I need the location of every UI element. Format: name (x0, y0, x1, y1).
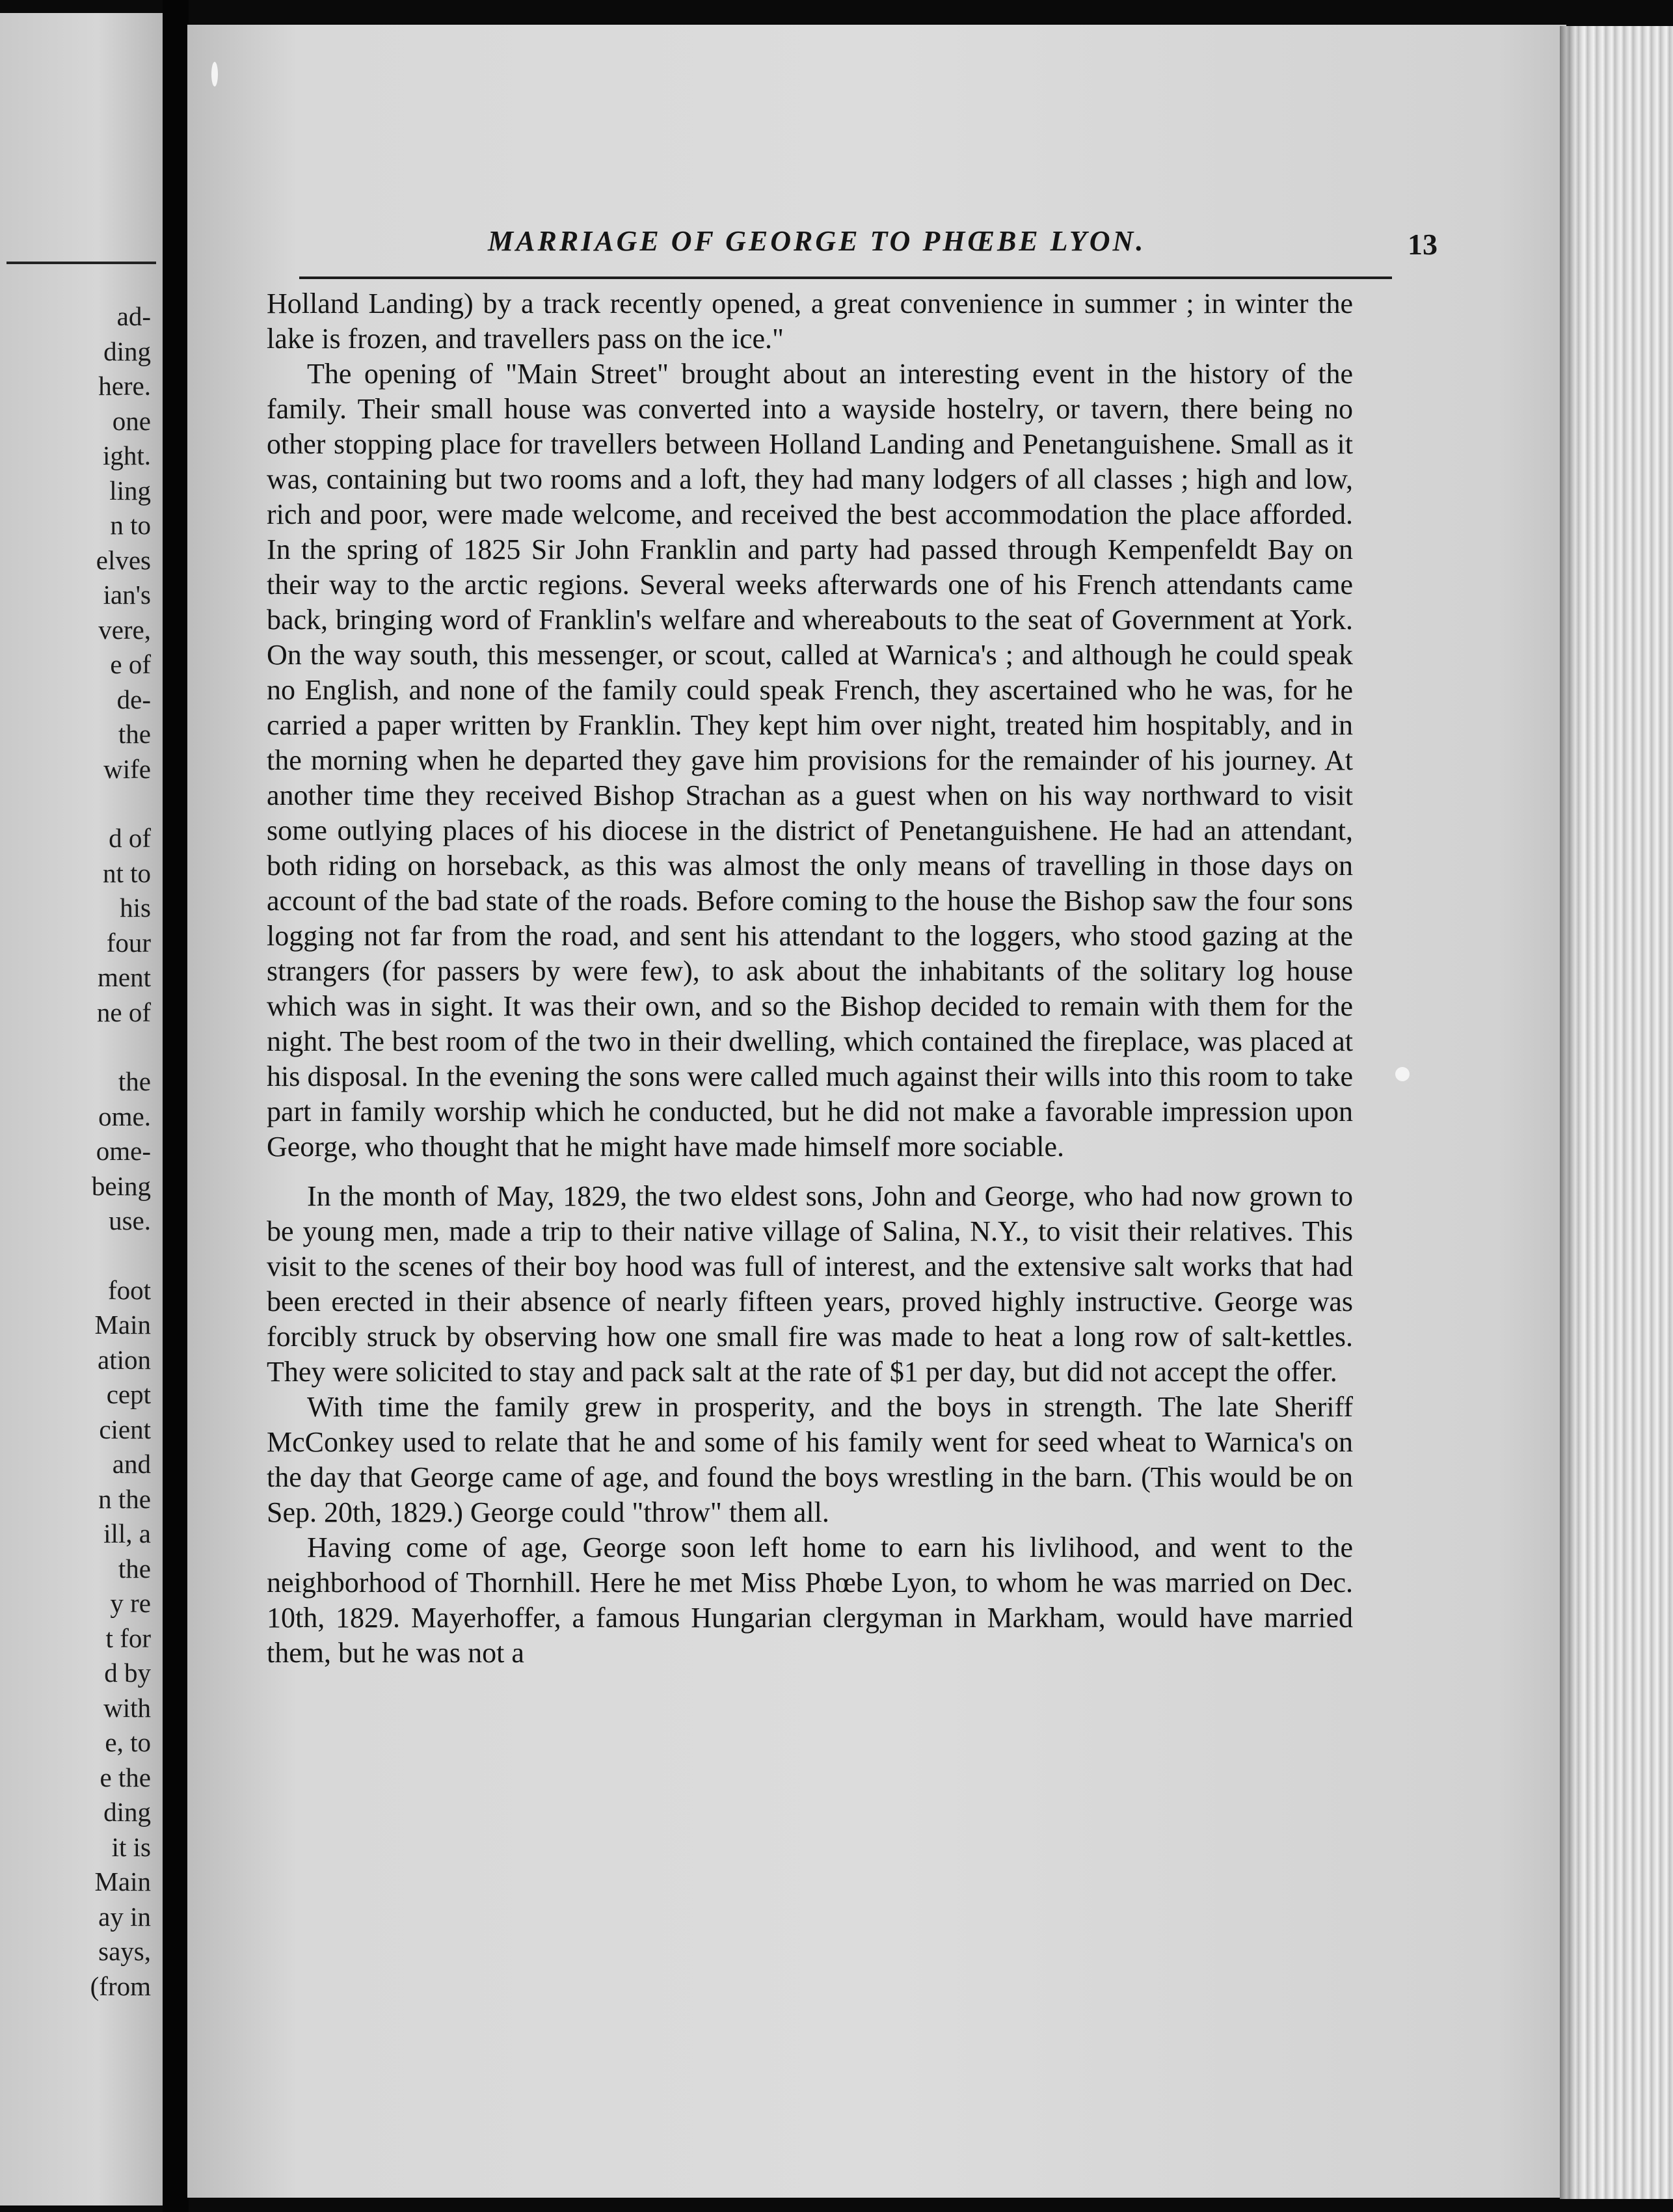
facing-page-line (90, 1030, 151, 1064)
facing-page-line: and (112, 1449, 151, 1479)
facing-page-line (90, 1239, 151, 1273)
facing-page-line: Main (94, 1310, 151, 1340)
facing-page-line: cept (106, 1379, 151, 1409)
facing-page-line: de- (116, 684, 151, 714)
page-number: 13 (1408, 228, 1438, 261)
facing-page-line: elves (96, 545, 151, 575)
facing-page-line: y re (110, 1588, 151, 1618)
paragraph: Having come of age, George soon left home to earn his livlihood, and went to the neighborhood of Thornhill. Here he met Miss Phœbe Lyon, to whom he was married on Dec. 10th, 1829. Mayerhoffer, a famous Hungarian clergyman in Markham, would have married them, but he was not a (267, 1531, 1353, 1669)
paragraph: With time the family grew in prosperity, and the boys in strength. The late Sheriff McConkey used to relate that he and some of his family went for seed wheat to Warnica's on the day that George came of age, and found the boys wrestling in the barn. (This would be on Sep. 20th, 1829.) George could "throw" them all. (267, 1391, 1353, 1528)
facing-page-line (90, 787, 151, 821)
header-rule (299, 276, 1392, 279)
facing-page-line: with (103, 1692, 151, 1723)
facing-page-line: ome- (96, 1136, 151, 1166)
facing-page-line: here. (98, 371, 151, 401)
facing-page-line: wife (103, 753, 151, 784)
facing-page-line: n the (98, 1483, 151, 1514)
facing-page-line: the (118, 1553, 151, 1584)
facing-page-line: cient (99, 1414, 151, 1444)
paper-speck (1395, 1067, 1410, 1081)
facing-page-line: Main (94, 1867, 151, 1896)
facing-page-line: ding (103, 336, 151, 366)
facing-page-line: the (118, 719, 151, 749)
facing-page-line: t for (105, 1623, 151, 1653)
paragraph: In the month of May, 1829, the two eldest sons, John and George, who had now grown to be young men, made a trip to their native village of Salina, N.Y., to visit their relatives. This visit to the scenes of their boy hood was full of interest, and the extensive salt works that had been erected in their absence of nearly fifteen years, proved highly instructive. George was forcibly struck by observing how one small fire was made to heat a long row of salt-kettles. They were solicited to stay and pack salt at the rate of $1 per day, but did not accept the offer. (267, 1180, 1353, 1388)
facing-page-line: (from (90, 1971, 151, 2001)
paragraph: Holland Landing) by a track recently opened, a great convenience in summer ; in winter the lake is frozen, and travellers pass on the ice." (267, 288, 1353, 355)
facing-page-line: his (120, 893, 151, 923)
facing-page-line: e, to (105, 1727, 151, 1757)
facing-page-line: it is (111, 1831, 151, 1862)
facing-page-line: being (91, 1170, 151, 1201)
facing-page-line: n to (110, 510, 151, 540)
facing-page-line: the (118, 1066, 151, 1096)
facing-page-rule (7, 262, 156, 264)
body-text (267, 286, 1353, 1671)
running-head: MARRIAGE OF GEORGE TO PHŒBE LYON. (488, 225, 1146, 257)
facing-page-line: foot (107, 1275, 151, 1305)
facing-page-line: ill, a (103, 1518, 151, 1548)
facing-page-line: e the (100, 1762, 151, 1792)
facing-page-line-ends (90, 299, 151, 2004)
page-header (299, 224, 1438, 270)
facing-page-line: use. (109, 1206, 151, 1235)
facing-page-line: ian's (103, 580, 151, 610)
facing-page-line: says, (98, 1936, 151, 1966)
facing-page-line: ne of (96, 997, 151, 1027)
facing-page-line: ome. (98, 1101, 151, 1131)
facing-page-line: ling (109, 475, 151, 506)
facing-page-line: vere, (98, 614, 151, 645)
page-stack-shadow (1560, 26, 1579, 2199)
facing-page-line: ight. (102, 440, 151, 470)
paper-speck (211, 62, 218, 87)
facing-page-line: one (112, 405, 151, 436)
facing-page-line: d by (104, 1658, 151, 1688)
facing-page-line: ay in (98, 1901, 151, 1932)
facing-page-line: e of (110, 649, 151, 679)
facing-page-line: four (106, 927, 151, 958)
facing-page-line: ation (98, 1344, 151, 1375)
book-gutter (163, 0, 189, 2212)
paragraph: The opening of "Main Street" brought about an interesting event in the history of the family. Their small house was converted into a wayside hostelry, or tavern, there being no other stopping place for travellers between Holland Landing and Penetanguishene. Small as it was, containing but two rooms and a loft, they had many lodgers of all classes ; high and low, rich and poor, were made welcome, and received the best accommodation the place afforded. In the spring of 1825 Sir John Franklin and party had passed through Kempenfeldt Bay on their way to the arctic regions. Several weeks afterwards one of his French attendants came back, bringing word of Franklin's welfare and whereabouts to the seat of Government at York. On the way south, this messenger, or scout, called at Warnica's ; and although he could speak no English, and none of the family could speak French, they ascertained who he was, for he carried a paper written by Franklin. They kept him over night, treated him hospitably, and in the morning when he departed they gave him provisions for the remainder of his journey. At another time they received Bishop Strachan as a guest when on his way northward to visit some outlying places of his diocese in the district of Penetanguishene. He had an attendant, both riding on horseback, as this was almost the only means of travelling in those days on account of the bad state of the roads. Before coming to the house the Bishop saw the four sons logging not far from the road, and sent his attendant to the loggers, who stood gazing at the strangers (for passers by were few), to ask about the inhabitants of the solitary log house which was in sight. It was their own, and so the Bishop decided to remain with them for the night. The best room of the two in their dwelling, which contained the fireplace, was placed at his disposal. In the evening the sons were called much against their wills into this room to take part in family worship which he conducted, but he did not make a favorable impression upon George, who thought that he might have made himself more sociable. (267, 358, 1353, 1163)
facing-page-line: ad- (116, 301, 151, 331)
facing-page-line: d of (109, 823, 151, 853)
facing-page-line: nt to (102, 857, 151, 888)
facing-page-line: ment (98, 962, 151, 992)
facing-page-line: ding (103, 1797, 151, 1827)
facing-page-edge (0, 13, 163, 2205)
